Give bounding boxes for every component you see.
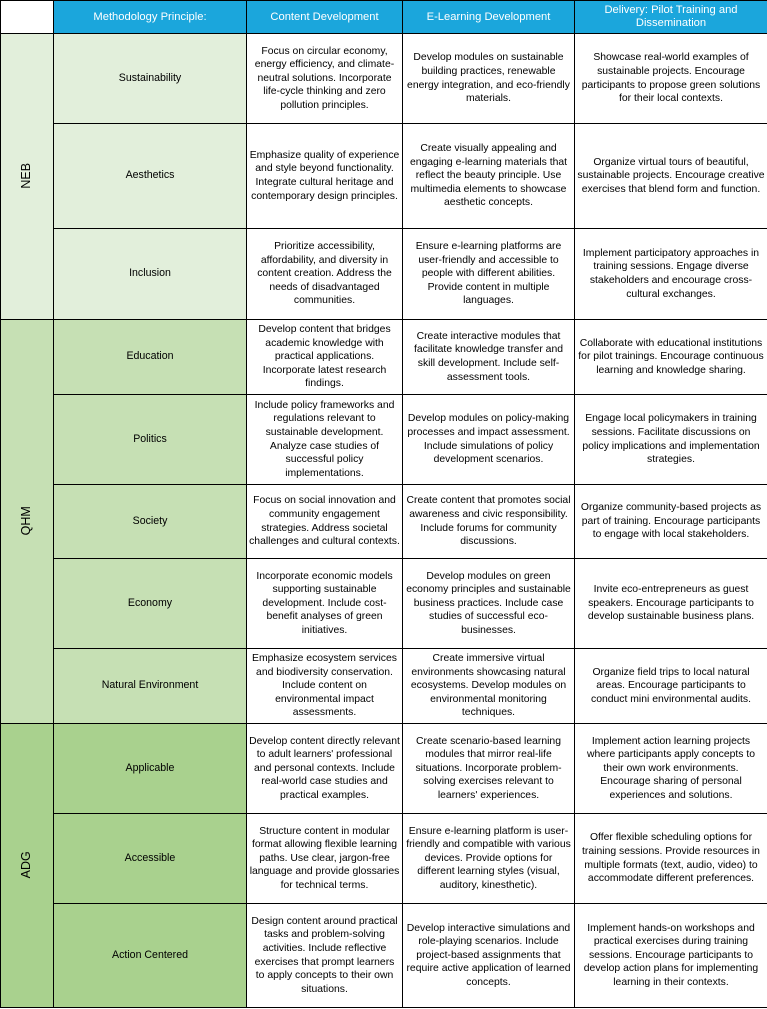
elearning-cell: Ensure e-learning platform is user-friendly and compatible with various devices. Provide options for different learning styles (visual, auditory, kinesthetic). — [403, 814, 575, 904]
header-row — [1, 1, 767, 34]
delivery-cell: Implement action learning projects where participants apply concepts to their own work environments. Encourage sharing of personal experiences and solutions. — [575, 724, 767, 814]
delivery-cell: Showcase real-world examples of sustainable projects. Encourage participants to propose green solutions for their local contexts. — [575, 34, 767, 124]
table-row — [1, 649, 767, 724]
elearning-cell: Create immersive virtual environments showcasing natural ecosystems. Develop modules on environmental monitoring techniques. — [403, 649, 575, 724]
group-label-qhm: QHM — [1, 320, 54, 724]
elearning-cell: Develop modules on policy-making processes and impact assessment. Include simulations of policy development scenarios. — [403, 395, 575, 485]
principle-cell: Economy — [54, 559, 247, 649]
principle-cell: Accessible — [54, 814, 247, 904]
table-row — [1, 485, 767, 559]
delivery-cell: Offer flexible scheduling options for training sessions. Provide resources in multiple formats (text, audio, video) to accommodate different preferences. — [575, 814, 767, 904]
group-label-adg: ADG — [1, 724, 54, 1008]
table-row — [1, 320, 767, 395]
principle-cell: Action Centered — [54, 904, 247, 1008]
table-row — [1, 395, 767, 485]
elearning-cell: Create content that promotes social awareness and civic responsibility. Include forums for community discussions. — [403, 485, 575, 559]
header-principle: Methodology Principle: — [54, 1, 247, 34]
table-row — [1, 559, 767, 649]
table-row — [1, 229, 767, 320]
principle-cell: Sustainability — [54, 34, 247, 124]
content-cell: Focus on social innovation and community engagement strategies. Address societal challenges and cultural contexts. — [247, 485, 403, 559]
header-elearning: E-Learning Development — [403, 1, 575, 34]
principle-cell: Society — [54, 485, 247, 559]
principle-cell: Aesthetics — [54, 124, 247, 229]
elearning-cell: Create visually appealing and engaging e-learning materials that reflect the beauty principle. Use multimedia elements to showcase aesthetic concepts. — [403, 124, 575, 229]
header-content: Content Development — [247, 1, 403, 34]
elearning-cell: Develop modules on green economy principles and sustainable business practices. Include case studies of successful eco-businesses. — [403, 559, 575, 649]
delivery-cell: Collaborate with educational institutions for pilot trainings. Encourage continuous learning and knowledge sharing. — [575, 320, 767, 395]
principle-cell: Natural Environment — [54, 649, 247, 724]
table-row — [1, 724, 767, 814]
delivery-cell: Organize virtual tours of beautiful, sustainable projects. Encourage creative exercises that blend form and function. — [575, 124, 767, 229]
content-cell: Develop content that bridges academic knowledge with practical applications. Incorporate latest research findings. — [247, 320, 403, 395]
elearning-cell: Develop modules on sustainable building practices, renewable energy integration, and eco-friendly materials. — [403, 34, 575, 124]
content-cell: Include policy frameworks and regulations relevant to sustainable development. Analyze case studies of successful policy implementations. — [247, 395, 403, 485]
delivery-cell: Invite eco-entrepreneurs as guest speakers. Encourage participants to develop sustainable business plans. — [575, 559, 767, 649]
principle-cell: Inclusion — [54, 229, 247, 320]
table-row — [1, 34, 767, 124]
elearning-cell: Ensure e-learning platforms are user-friendly and accessible to people with different abilities. Provide content in multiple languages. — [403, 229, 575, 320]
delivery-cell: Implement hands-on workshops and practical exercises during training sessions. Encourage participants to develop action plans for implementing learning in their contexts. — [575, 904, 767, 1008]
group-label-neb: NEB — [1, 34, 54, 320]
principle-cell: Politics — [54, 395, 247, 485]
content-cell: Develop content directly relevant to adult learners' professional and personal contexts. Include real-world case studies and practical examples. — [247, 724, 403, 814]
content-cell: Emphasize quality of experience and style beyond functionality. Integrate cultural heritage and contemporary design principles. — [247, 124, 403, 229]
principle-cell: Applicable — [54, 724, 247, 814]
delivery-cell: Implement participatory approaches in training sessions. Engage diverse stakeholders and encourage cross-cultural exchanges. — [575, 229, 767, 320]
elearning-cell: Develop interactive simulations and role-playing scenarios. Include project-based assignments that require active application of learned concepts. — [403, 904, 575, 1008]
content-cell: Prioritize accessibility, affordability, and diversity in content creation. Address the needs of disadvantaged communities. — [247, 229, 403, 320]
elearning-cell: Create scenario-based learning modules that mirror real-life situations. Incorporate problem-solving exercises relevant to learners' experiences. — [403, 724, 575, 814]
content-cell: Emphasize ecosystem services and biodiversity conservation. Include content on environmental impact assessments. — [247, 649, 403, 724]
delivery-cell: Organize field trips to local natural areas. Encourage participants to conduct mini environmental audits. — [575, 649, 767, 724]
elearning-cell: Create interactive modules that facilitate knowledge transfer and skill development. Include self-assessment tools. — [403, 320, 575, 395]
table-row — [1, 904, 767, 1008]
header-delivery: Delivery: Pilot Training and Dissemination — [575, 1, 767, 34]
delivery-cell: Engage local policymakers in training sessions. Facilitate discussions on policy implications and implementation strategies. — [575, 395, 767, 485]
table-row — [1, 814, 767, 904]
content-cell: Focus on circular economy, energy efficiency, and climate-neutral solutions. Incorporate life-cycle thinking and zero pollution principles. — [247, 34, 403, 124]
content-cell: Incorporate economic models supporting sustainable development. Include cost-benefit analyses of green initiatives. — [247, 559, 403, 649]
content-cell: Structure content in modular format allowing flexible learning paths. Use clear, jargon-free language and provide glossaries for technical terms. — [247, 814, 403, 904]
table-row — [1, 124, 767, 229]
content-cell: Design content around practical tasks and problem-solving activities. Include reflective exercises that prompt learners to apply concepts to their own situations. — [247, 904, 403, 1008]
header-corner — [1, 1, 54, 34]
principle-cell: Education — [54, 320, 247, 395]
delivery-cell: Organize community-based projects as part of training. Encourage participants to engage with local stakeholders. — [575, 485, 767, 559]
